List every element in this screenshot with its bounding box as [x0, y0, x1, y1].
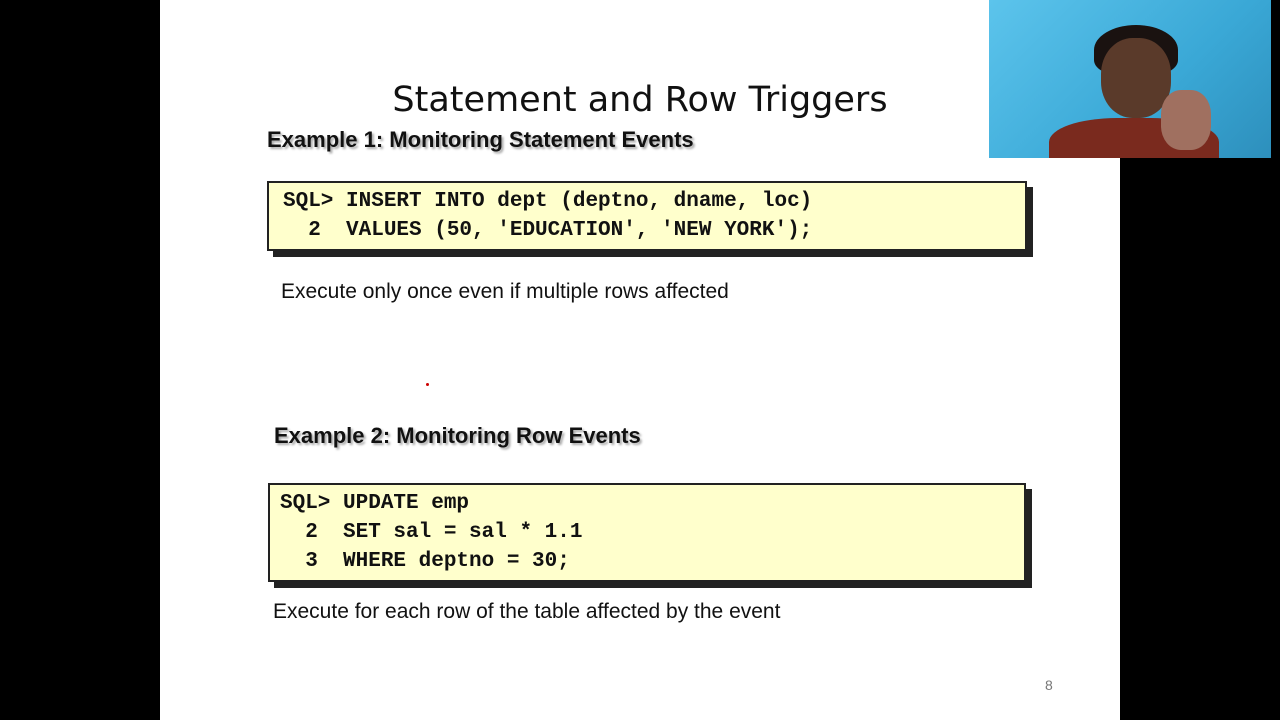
code-line: SQL> UPDATE emp	[280, 492, 470, 515]
example2-note: Execute for each row of the table affected by the event	[273, 600, 781, 623]
example2-code-block	[268, 483, 1026, 582]
code-line: SQL> INSERT INTO dept (deptno, dname, loc)	[283, 190, 813, 213]
example1-code-block	[267, 181, 1027, 251]
webcam-video	[989, 0, 1271, 158]
example1-heading: Example 1: Monitoring Statement Events	[267, 127, 694, 152]
presenter-hand	[1161, 90, 1211, 150]
presenter-face	[1101, 38, 1171, 118]
presentation-slide	[160, 0, 1120, 720]
example2-heading: Example 2: Monitoring Row Events	[274, 423, 641, 448]
laser-pointer-dot	[426, 383, 429, 386]
slide-title: Statement and Row Triggers	[392, 80, 888, 120]
code-line: 3 WHERE deptno = 30;	[280, 550, 570, 573]
code-line: 2 SET sal = sal * 1.1	[280, 521, 583, 544]
page-number: 8	[1045, 677, 1053, 693]
example1-note: Execute only once even if multiple rows affected	[281, 280, 729, 303]
code-line: 2 VALUES (50, 'EDUCATION', 'NEW YORK');	[283, 219, 813, 242]
